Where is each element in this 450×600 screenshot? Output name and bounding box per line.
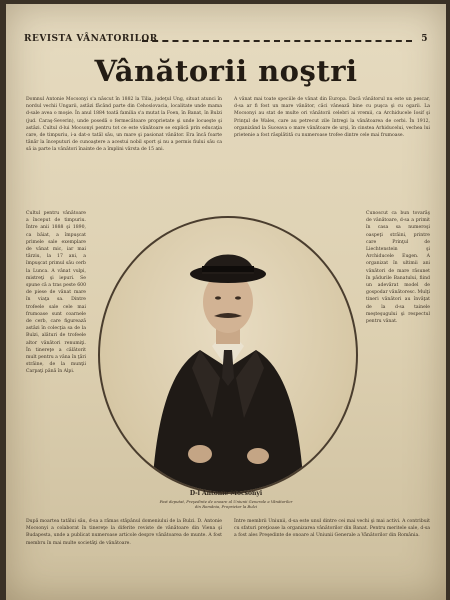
portrait-caption-description: Fost deputat, Preşedinte de onoare al Uniunii Generale a Vânătorilor din România, Proprietar la Bulzi bbox=[159, 499, 293, 509]
article-title: Vânătorii noştri bbox=[94, 54, 358, 88]
magazine-page bbox=[6, 4, 446, 600]
header-rule bbox=[142, 40, 412, 42]
article-column-right: A vânat mai toate speciile de vânat din Europa. Dacă vânătorul nu este un pescar, d-sa ar fi fost un mare vânător, căci vânează bine cu puşca şi cu ogarii. La Mocsonyi au stat de multe ori vânătorii celebri ai vremii, ca Archiducele Iosif şi Prinţul de Wales, care au petrecut zile întregi la vânătoarea de cerbi. În 1912, organizând la Suceava o mare vânătoare de urşi, în cinstea Arhiducelui, vechea lui prietenie a fost răsplătită cu numeroase trofee dintre cele mai frumoase. bbox=[234, 97, 430, 139]
article-bottom-left: După moartea tatălui său, d-sa a rămas stăpânul domeniului de la Bulzi. D. Antonie Mocsonyi a colaborat în tinereţe la diferite reviste de vânătoare din Viena şi Budapesta, unde a publicat numeroase articole despre vânătoarea de munte. A fost membru în mai multe societăţi de vânătoare. bbox=[26, 519, 222, 546]
article-column-left: Domnul Antonie Mocsonyi s'a născut în 1882 la Tilia, judeţul Ung, situat atunci în nordul vechii Ungarii, astăzi făcând parte din Cehoslovacia, localitate unde mama d-sale avea o moşie. În anul 1884 toată familia s'a mutat la Foen, în Banat, în Bulzi (jud. Caraş-Severin), unde posedă o fermecătoare proprietate şi unde locueşte şi astăzi. Cultul d-lui Mocsonyi pentru tot ce este vânătoare se explică prin educaţia care, de timpuriu, i-a dat-o tatăl său, un mare şi pasionat vânător. Era încă foarte tânăr la începuturi de cunoaştere a acestui nobil sport şi nu a permis fiului său ca să ia parte la vânători înainte de a împlini vârsta de 15 ani. bbox=[26, 97, 222, 153]
portrait-illustration bbox=[100, 218, 356, 492]
article-side-right: Cunoscut ca bun tovarăş de vânătoare, d-sa a primit în casa sa numeroşi oaspeţi străini, printre care Prinţul de Liechtenstein şi Archiducele Eugen. A organizat în ultimii ani vânători de mare răsunet în pădurile Banatului, fiind un adevărat model de gospodar vânătoresc. Mulţi tineri vânători au învăţat de la d-sa tainele meşteşugului şi respectul pentru vânat. bbox=[366, 211, 430, 325]
page-number: 5 bbox=[421, 34, 428, 44]
article-side-left: Cultul pentru vânătoare a început de timpuriu. Între anii 1888 şi 1890, ca băiat, a împuşcat primele sale exemplare de vânat mic, iar mai târziu, la 17 ani, a împuşcat primul său cerb la Lunca. A vânat vulpi, mistreţi şi iepuri. Se spune că a tras peste 600 de piese de vânat mare în viaţa sa. Dintre trofeele sale cele mai frumoase sunt coarnele de cerb, care figurează astăzi în colecţia sa de la Bulzi, alături de trofeele altor vânători renumiţi. În tinereţe a călătorit mult pentru a vâna în ţări străine, de la munţii Carpaţi până în Alpi. bbox=[26, 211, 86, 375]
article-bottom-right: Între membrii Uniunii, d-sa este unul dintre cei mai vechi şi mai activi. A contribuit cu sfaturi preţioase la organizarea vânătorilor din Banat. Pentru meritele sale, d-sa a fost ales Preşedinte de onoare al Uniunii Generale a Vânătorilor din România. bbox=[234, 519, 430, 539]
portrait-photo bbox=[98, 216, 358, 494]
portrait-caption-name: D-l Antonie Mocsonyi bbox=[189, 490, 263, 497]
journal-name: REVISTA VÂNATORILOR bbox=[24, 34, 158, 44]
page-header bbox=[24, 34, 434, 48]
